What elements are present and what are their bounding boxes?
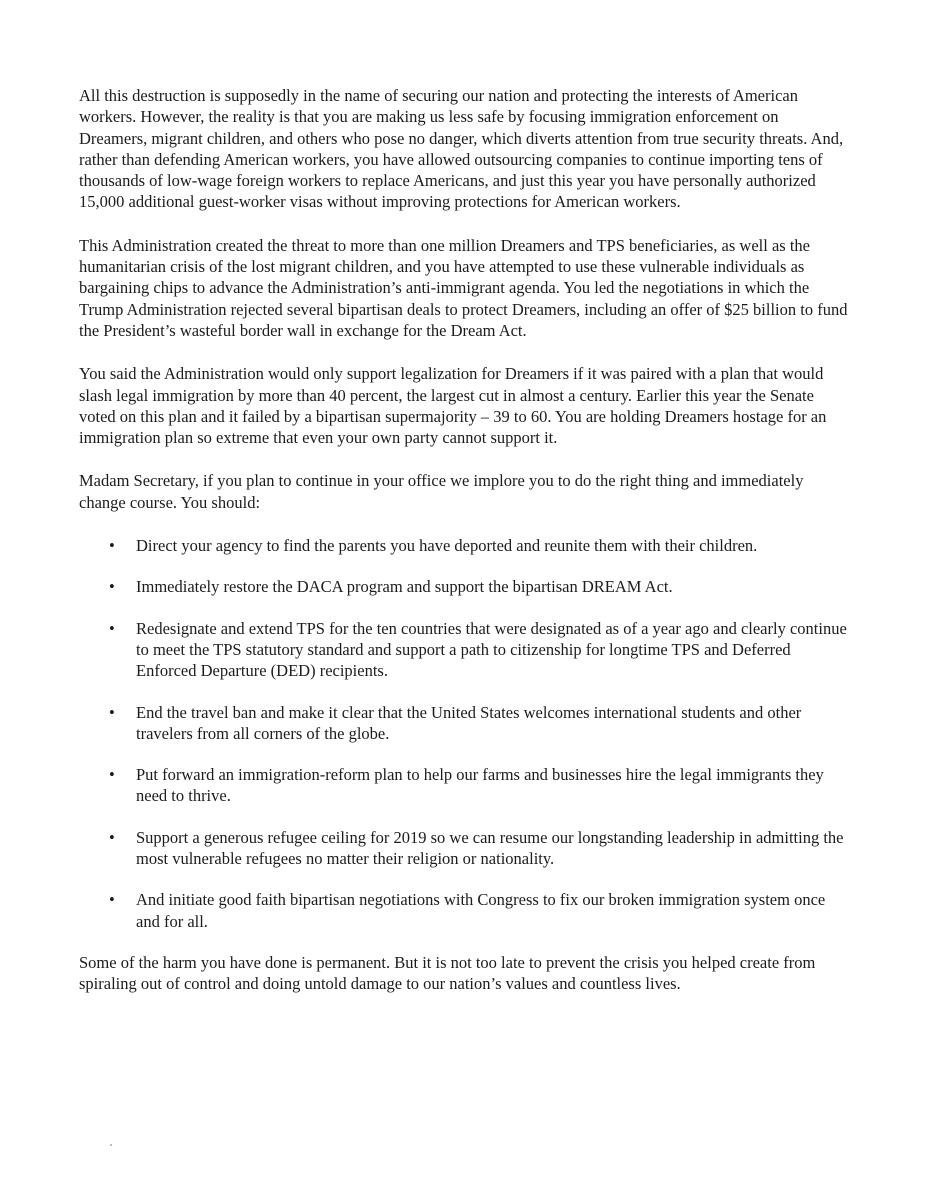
list-item [79, 889, 849, 932]
bullet-icon: • [109, 577, 115, 597]
bullet-icon: • [109, 827, 115, 847]
list-item [79, 702, 849, 745]
list-item-text: Direct your agency to find the parents you have deported and reunite them with their children. [136, 536, 758, 556]
scan-speck [110, 1144, 112, 1146]
letter-body [79, 85, 849, 1017]
bullet-icon: • [109, 618, 115, 638]
list-item [79, 535, 849, 556]
demands-list [79, 535, 849, 932]
list-item [79, 827, 849, 870]
list-item-text: Immediately restore the DACA program and support the bipartisan DREAM Act. [136, 577, 673, 597]
list-item-text: Support a generous refugee ceiling for 2019 so we can resume our longstanding leadership in admitting the most vulnerable refugees no matter their religion or nationality. [136, 827, 844, 869]
list-item-text: And initiate good faith bipartisan negotiations with Congress to fix our broken immigration system once and for all. [136, 890, 826, 931]
paragraph-legalization-plan: You said the Administration would only support legalization for Dreamers if it was paired with a plan that would slash legal immigration by more than 40 percent, the largest cut in almost a century. Earlier this year the Senate voted on this plan and it failed by a bipartisan supermajority – 39 to 60. You are holding Dreamers hostage for an immigration plan so extreme that even your own party cannot support it. [79, 364, 827, 448]
bullet-icon: • [109, 765, 115, 785]
list-item-text: Put forward an immigration-reform plan to help our farms and businesses hire the legal immigrants they need to thrive. [136, 765, 824, 806]
list-item [79, 764, 849, 807]
bullet-icon: • [109, 536, 115, 556]
bullet-icon: • [109, 702, 115, 722]
bullet-icon: • [109, 890, 115, 910]
paragraph-madam-secretary: Madam Secretary, if you plan to continue in your office we implore you to do the right thing and immediately change course. You should: [79, 471, 804, 512]
paragraph-closing: Some of the harm you have done is permanent. But it is not too late to prevent the crisis you helped create from spiraling out of control and doing untold damage to our nation’s values and countless lives. [79, 952, 816, 994]
paragraph-dreamers-threat: This Administration created the threat to more than one million Dreamers and TPS beneficiaries, as well as the humanitarian crisis of the lost migrant children, and you have attempted to use these vulnerable individuals as bargaining chips to advance the Administration’s anti-immigrant agenda. You led the negotiations in which the Trump Administration rejected several bipartisan deals to protect Dreamers, including an offer of $25 billion to fund the President’s wasteful border wall in exchange for the Dream Act. [79, 235, 848, 340]
list-item-text: End the travel ban and make it clear that the United States welcomes international students and other travelers from all corners of the globe. [136, 702, 802, 743]
list-item-text: Redesignate and extend TPS for the ten countries that were designated as of a year ago and clearly continue to meet the TPS statutory standard and support a path to citizenship for longtime TPS and Deferred Enforced Departure (DED) recipients. [136, 618, 847, 681]
list-item [79, 618, 849, 682]
list-item [79, 576, 849, 597]
paragraph-security-and-workers: All this destruction is supposedly in the name of securing our nation and protecting the interests of American workers. However, the reality is that you are making us less safe by focusing immigration enforcement on Dreamers, migrant children, and others who pose no danger, which diverts attention from true security threats. And, rather than defending American workers, you have allowed outsourcing companies to continue importing tens of thousands of low-wage foreign workers to replace Americans, and just this year you have personally authorized 15,000 additional guest-worker visas without improving protections for American workers. [79, 86, 844, 212]
